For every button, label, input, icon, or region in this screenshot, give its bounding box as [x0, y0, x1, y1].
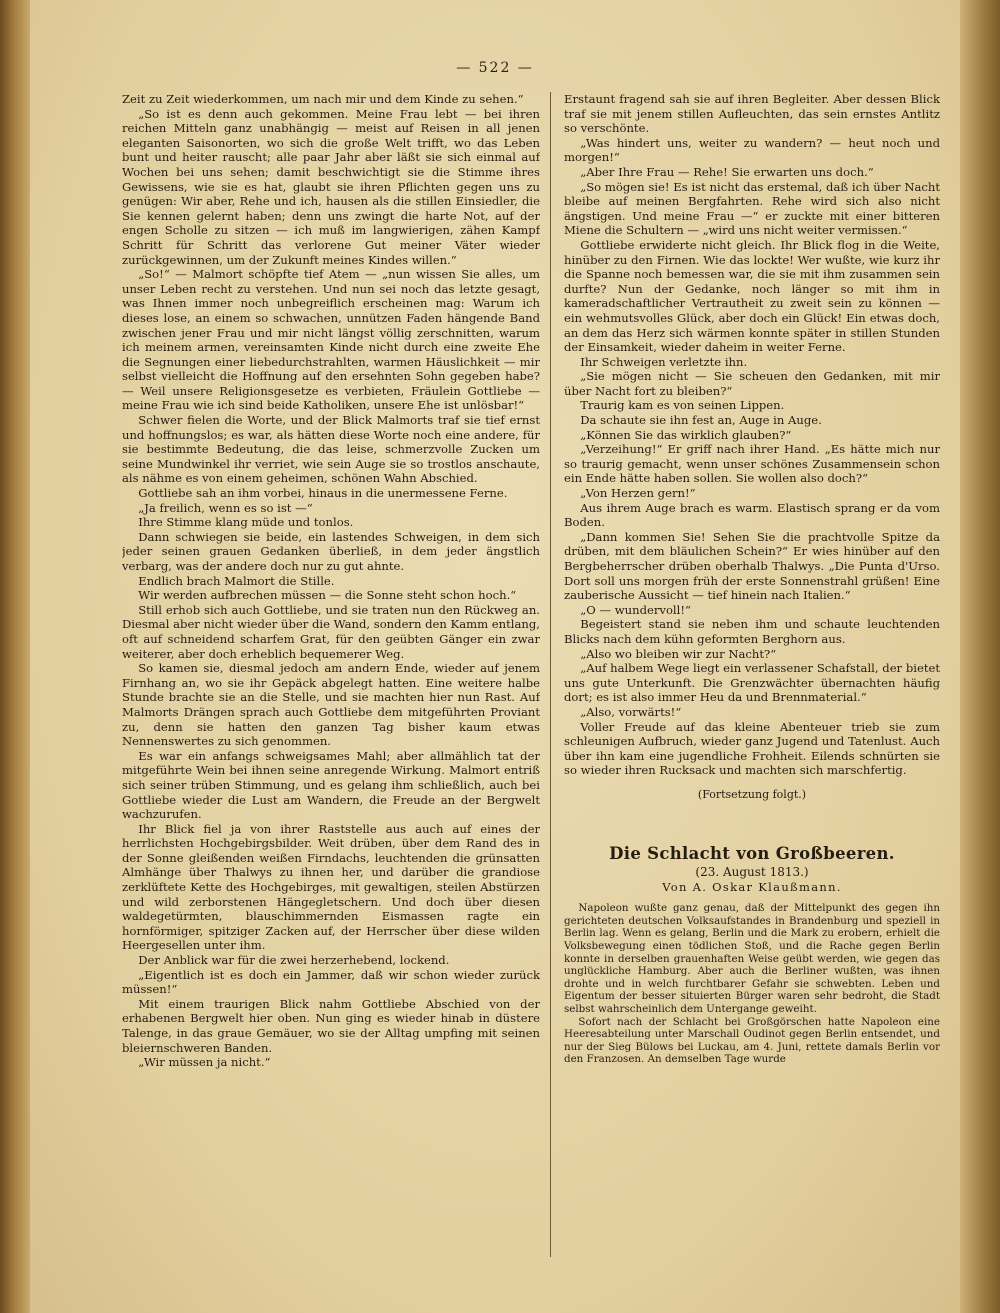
- right-paragraph-15: „O — wundervoll!“: [580, 602, 691, 617]
- right-paragraph-12: „Von Herzen gern!“: [580, 486, 696, 501]
- left-paragraph-11: Still erhob sich auch Gottliebe, und sie traten nun den Rückweg an. Diesmal aber nicht wieder über die Wand, sondern den Kamm entlang, oft auf schneidend scharfem Grat, für den geübten Gänger ein zwar weiterer, aber doch erheblich bequemerer Weg.: [122, 602, 540, 661]
- right-paragraph-5: Gottliebe erwiderte nicht gleich. Ihr Blick flog in die Weite, hinüber zu den Firnen. Wie das lockte! Wer wußte, wie kurz ihr die Spanne noch bemessen war, die sie mit ihm zusammen sein durfte? Nun der Gedanke, noch länger so mit ihm in kameradschaftlicher Vertrautheit zu zweit sein zu können — ein wehmutsvolles Glück, aber doch ein Glück! Ein etwas doch, an dem das Herz sich wärmen konnte später in stillen Stunden der Einsamkeit, wieder daheim in weiter Ferne.: [564, 237, 940, 355]
- left-paragraph-4: Schwer fielen die Worte, und der Blick Malmorts traf sie tief ernst und hoffnungslos; es war, als hätten diese Worte noch eine andere, für sie bestimmte Bedeutung, die das leise, schmerzvolle Zucken um seine Mundwinkel ihr verriet, wie sein Auge sie so trostlos anschaute, als nähme es von einem geheimen, schönen Wahn Abschied.: [122, 413, 540, 486]
- left-paragraph-6: „Ja freilich, wenn es so ist —“: [138, 500, 313, 515]
- right-paragraph-6: Ihr Schweigen verletzte ihn.: [580, 354, 748, 369]
- left-paragraph-14: Ihr Blick fiel ja von ihrer Raststelle aus auch auf eines der herrlichsten Hochgebirgsbilder. Weit drüben, über dem Rand des in der Sonne gleißenden weißen Firndachs, leuchtenden die grünsatten Almhänge über Thalwys zu ihnen her, und darüber die grandiose zerklüftete Kette des Hochgebirges, mit gewaltigen, steilen Abstürzen und wild zerborstenen Hängegletschern. Und doch über diesen waldegetürmten, blauschimmernden Eismassen ragte ein hornförmiger, spitziger Zacken auf, der Herrscher über diese wilden Heergesellen unter ihm.: [122, 821, 540, 953]
- page-number: — 522 —: [456, 60, 534, 76]
- left-paragraph-7: Ihre Stimme klang müde und tonlos.: [138, 515, 354, 530]
- article-date: (23. August 1813.): [695, 865, 809, 880]
- left-paragraph-10: Wir werden aufbrechen müssen — die Sonne steht schon hoch.“: [138, 588, 517, 603]
- left-paragraph-12: So kamen sie, diesmal jedoch am andern Ende, wieder auf jenem Firnhang an, wo sie ihr Gepäck abgelegt hatten. Eine weitere halbe Stunde brachte sie an die Stelle, und sie machten hier nun Rast. Auf Malmorts Drängen sprach auch Gottliebe dem mitgeführten Proviant zu, denn sie hatten den ganzen Tag bisher kaum etwas Nennenswertes zu sich genommen.: [122, 661, 540, 749]
- article-body: [564, 902, 940, 1066]
- left-paragraph-8: Dann schwiegen sie beide, ein lastendes Schweigen, in dem sich jeder seinen grauen Gedanken überließ, in dem jeder ängstlich verbarg, was der andere doch nur zu gut ahnte.: [122, 529, 540, 573]
- right-paragraph-3: „Aber Ihre Frau — Rehe! Sie erwarten uns doch.“: [580, 164, 874, 179]
- column-divider: [550, 92, 551, 1257]
- right-paragraph-20: Voller Freude auf das kleine Abenteuer trieb sie zum schleunigen Aufbruch, wieder ganz Jugend und Tatenlust. Auch über ihn kam eine jugendliche Frohheit. Eilends schnürten sie so wieder ihren Rucksack und machten sich marschfertig.: [564, 719, 940, 778]
- right-column: [564, 92, 940, 1262]
- left-column: [122, 92, 540, 1262]
- right-paragraph-2: „Was hindert uns, weiter zu wandern? — heut noch und morgen!“: [564, 135, 940, 165]
- right-paragraph-17: „Also wo bleiben wir zur Nacht?“: [580, 646, 777, 661]
- left-paragraph-13: Es war ein anfangs schweigsames Mahl; aber allmählich tat der mitgeführte Wein bei ihnen seine anregende Wirkung. Malmort entriß sich seiner trüben Stimmung, und es gelang ihm schließlich, auch bei Gottliebe wieder die Lust am Wandern, die Freude an der Bergwelt wachzurufen.: [122, 748, 540, 822]
- right-paragraph-18: „Auf halbem Wege liegt ein verlassener Schafstall, der bietet uns gute Unterkunft. Die Grenzwächter übernachten häufig dort; es ist also immer Heu da und Brennmaterial.“: [564, 661, 940, 705]
- article-paragraph-2: Sofort nach der Schlacht bei Großgörschen hatte Napoleon eine Heeresabteilung unter Marschall Oudinot gegen Berlin entsendet, und nur der Sieg Bülows bei Luckau, am 4. Juni, rettete damals Berlin vor den Franzosen. An demselben Tage wurde: [564, 1015, 940, 1066]
- book-edge-right: [960, 0, 1000, 1313]
- left-paragraph-2: „So ist es denn auch gekommen. Meine Frau lebt — bei ihren reichen Mitteln ganz unabhängig — meist auf Reisen in all jenen eleganten Saisonorten, wo sich die große Welt trifft, wo das Leben bunt und heiter rauscht; alle paar Jahr aber läßt sie sich einmal auf Wochen bei uns sehen; damit beschwichtigt sie die Stimme ihres Gewissens, wie sie es hat, glaubt sie ihren Pflichten gegen uns zu genügen: Wir aber, Rehe und ich, hausen als die stillen Einsiedler, die Sie kennen gelernt haben; denn uns zwingt die harte Not, auf der engen Scholle zu sitzen — ich muß im langwierigen, zähen Kampf Schritt für Schritt das verlorene Gut meiner Väter wieder zurückgewinnen, um der Zukunft meines Kindes willen.“: [122, 106, 540, 267]
- right-paragraph-7: „Sie mögen nicht — Sie scheuen den Gedanken, mit mir über Nacht fort zu bleiben?“: [564, 369, 940, 398]
- left-paragraph-3: „So!“ — Malmort schöpfte tief Atem — „nun wissen Sie alles, um unser Leben recht zu verstehen. Und nun sei noch das letzte gesagt, was Ihnen immer noch unbegreiflich erscheinen mag: Warum ich dieses lose, an einem so schwachen, unnützen Faden hängende Band zwischen jener Frau und mir nicht längst völlig zerschnitten, warum ich meinem armen, vereinsamten Kinde nicht durch eine zweite Ehe die Segnungen einer liebedurchstrahlten, warmen Häuslichkeit — mir selbst vielleicht die Hoffnung auf den ersehnten Sohn gegeben habe? — Weil unsere Religionsgesetze es verbieten, Fräulein Gottliebe — meine Frau wie ich sind beide Katholiken, unsere Ehe ist unlösbar!“: [122, 267, 540, 413]
- left-paragraph-1: Zeit zu Zeit wiederkommen, um nach mir und dem Kinde zu sehen.“: [122, 92, 524, 106]
- left-paragraph-17: Mit einem traurigen Blick nahm Gottliebe Abschied von der erhabenen Bergwelt hier oben. Nun ging es wieder hinab in düstere Talenge, in das graue Gemäuer, wo sie der Alltag umpfing mit seinen bleiernschweren Banden.: [122, 996, 540, 1055]
- right-paragraph-4: „So mögen sie! Es ist nicht das erstemal, daß ich über Nacht bleibe auf meinen Bergfahrten. Rehe wird sich also nicht ängstigen. Und meine Frau —“ er zuckte mit einer bitteren Miene die Schultern — „wird uns nicht weiter vermissen.“: [564, 179, 940, 238]
- book-binding-left: [0, 0, 30, 1313]
- right-paragraph-8: Traurig kam es von seinen Lippen.: [580, 398, 785, 413]
- right-paragraph-13: Aus ihrem Auge brach es warm. Elastisch sprang er da vom Boden.: [564, 500, 940, 530]
- left-paragraph-18: „Wir müssen ja nicht.“: [138, 1055, 271, 1070]
- right-paragraph-1: Erstaunt fragend sah sie auf ihren Begleiter. Aber dessen Blick traf sie mit jenem stillen Aufleuchten, das sein ernstes Antlitz so verschönte.: [564, 92, 940, 136]
- right-paragraph-10: „Können Sie das wirklich glauben?“: [580, 427, 792, 442]
- right-paragraph-19: „Also, vorwärts!“: [580, 704, 682, 719]
- right-paragraph-11: „Verzeihung!“ Er griff nach ihrer Hand. „Es hätte mich nur so traurig gemacht, wenn unser schönes Zusammensein schon ein Ende hätte haben sollen. Sie wollen also doch?“: [564, 442, 940, 486]
- article-author: Von A. Oskar Klaußmann.: [662, 879, 842, 894]
- article-title: Die Schlacht von Großbeeren.: [609, 843, 895, 863]
- right-paragraph-9: Da schaute sie ihn fest an, Auge in Auge.: [580, 413, 822, 428]
- newspaper-page: [30, 0, 960, 1313]
- left-paragraph-9: Endlich brach Malmort die Stille.: [138, 573, 335, 588]
- right-paragraph-14: „Dann kommen Sie! Sehen Sie die prachtvolle Spitze da drüben, mit dem bläulichen Schein?“ Er wies hinüber auf den Bergbeherrscher drüben oberhalb Thalwys. „Die Punta d'Urso. Dort soll uns morgen früh der erste Sonnenstrahl grüßen! Eine zauberische Aussicht — tief hinein nach Italien.“: [564, 529, 940, 603]
- left-paragraph-5: Gottliebe sah an ihm vorbei, hinaus in die unermessene Ferne.: [138, 486, 508, 501]
- continuation-note: (Fortsetzung folgt.): [697, 787, 807, 801]
- left-paragraph-16: „Eigentlich ist es doch ein Jammer, daß wir schon wieder zurück müssen!“: [122, 967, 540, 997]
- left-paragraph-15: Der Anblick war für die zwei herzerhebend, lockend.: [138, 953, 450, 968]
- article-paragraph-1: Napoleon wußte ganz genau, daß der Mittelpunkt des gegen ihn gerichteten deutschen Volksaufstandes in Brandenburg und speziell in Berlin lag. Wenn es gelang, Berlin und die Mark zu erobern, erhielt die Volksbewegung einen tödlichen Stoß, und die Rache gegen Berlin konnte in derselben grauenhaften Weise geübt werden, wie gegen das unglückliche Hamburg. Aber auch die Berliner wußten, was ihnen drohte und in welch furchtbarer Gefahr sie schwebten. Leben und Eigentum der besser situierten Bürger waren sehr bedroht, die Stadt selbst wahrscheinlich dem Untergange geweiht.: [564, 902, 940, 1016]
- right-paragraph-16: Begeistert stand sie neben ihm und schaute leuchtenden Blicks nach dem kühn geformten Berghorn aus.: [564, 617, 940, 646]
